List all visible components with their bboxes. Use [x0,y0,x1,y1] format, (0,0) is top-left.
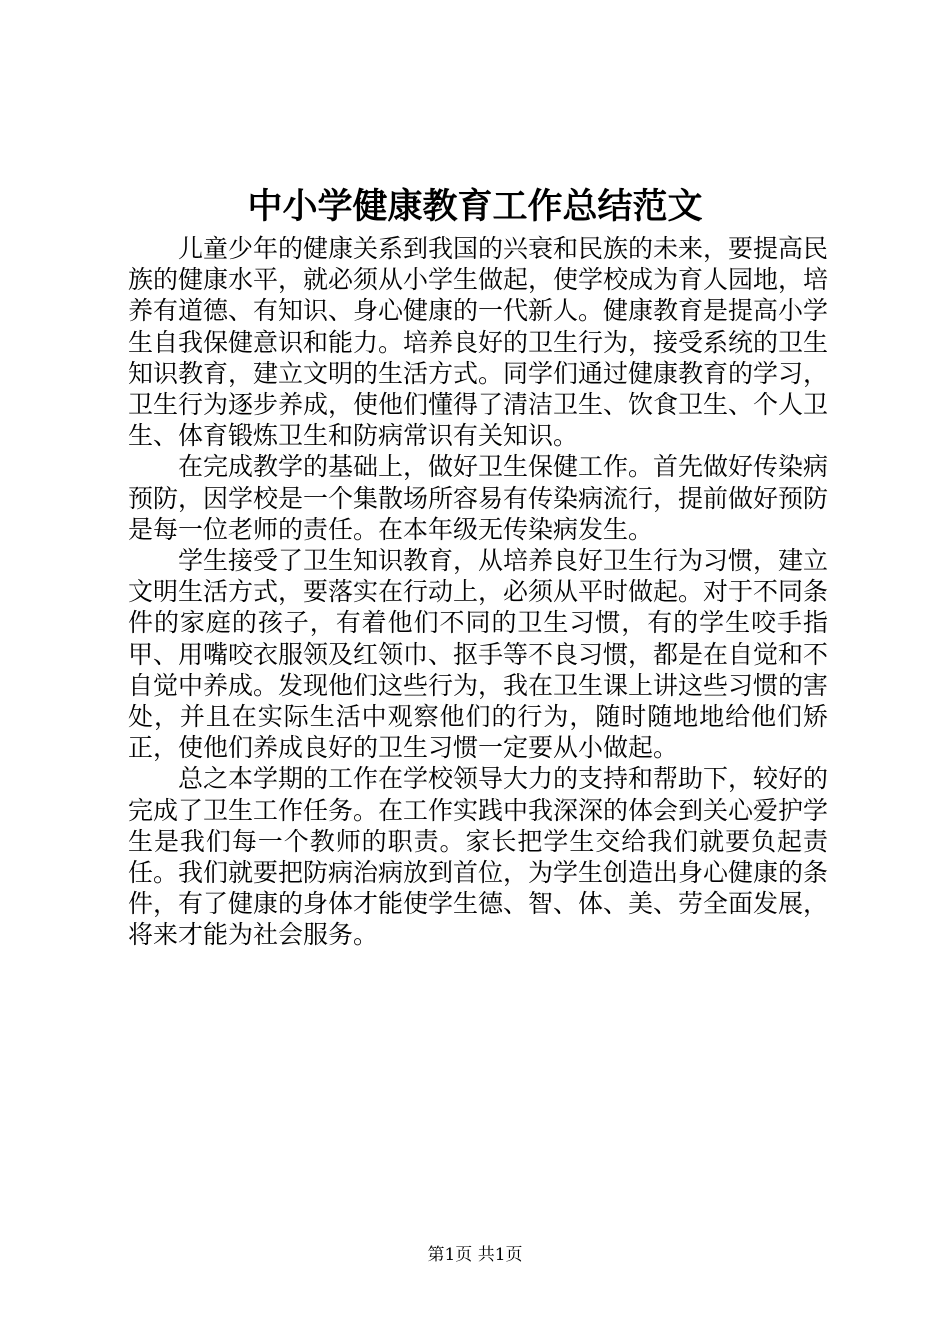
paragraph-1: 儿童少年的健康关系到我国的兴衰和民族的未来，要提高民族的健康水平，就必须从小学生做起，使学校成为育人园地，培养有道德、有知识、身心健康的一代新人。健康教育是提高小学生自我保健意识和能力。培养良好的卫生行为，接受系统的卫生知识教育，建立文明的生活方式。同学们通过健康教育的学习，卫生行为逐步养成，使他们懂得了清洁卫生、饮食卫生、个人卫生、体育锻炼卫生和防病常识有关知识。 [128,234,829,451]
paragraph-4: 总之本学期的工作在学校领导大力的支持和帮助下，较好的完成了卫生工作任务。在工作实践中我深深的体会到关心爱护学生是我们每一个教师的职责。家长把学生交给我们就要负起责任。我们就要把防病治病放到首位，为学生创造出身心健康的条件，有了健康的身体才能使学生德、智、体、美、劳全面发展，将来才能为社会服务。 [128,764,829,950]
paragraph-3: 学生接受了卫生知识教育，从培养良好卫生行为习惯，建立文明生活方式，要落实在行动上，必须从平时做起。对于不同条件的家庭的孩子，有着他们不同的卫生习惯，有的学生咬手指甲、用嘴咬衣服领及红领巾、抠手等不良习惯，都是在自觉和不自觉中养成。发现他们这些行为，我在卫生课上讲这些习惯的害处，并且在实际生活中观察他们的行为，随时随地地给他们矫正，使他们养成良好的卫生习惯一定要从小做起。 [128,546,829,763]
document-body [128,233,828,951]
paragraph-2: 在完成教学的基础上，做好卫生保健工作。首先做好传染病预防，因学校是一个集散场所容易有传染病流行，提前做好预防是每一位老师的责任。在本年级无传染病发生。 [128,452,829,544]
page-number-footer: 第1页 共1页 [427,1245,523,1265]
document-title: 中小学健康教育工作总结范文 [247,187,703,227]
